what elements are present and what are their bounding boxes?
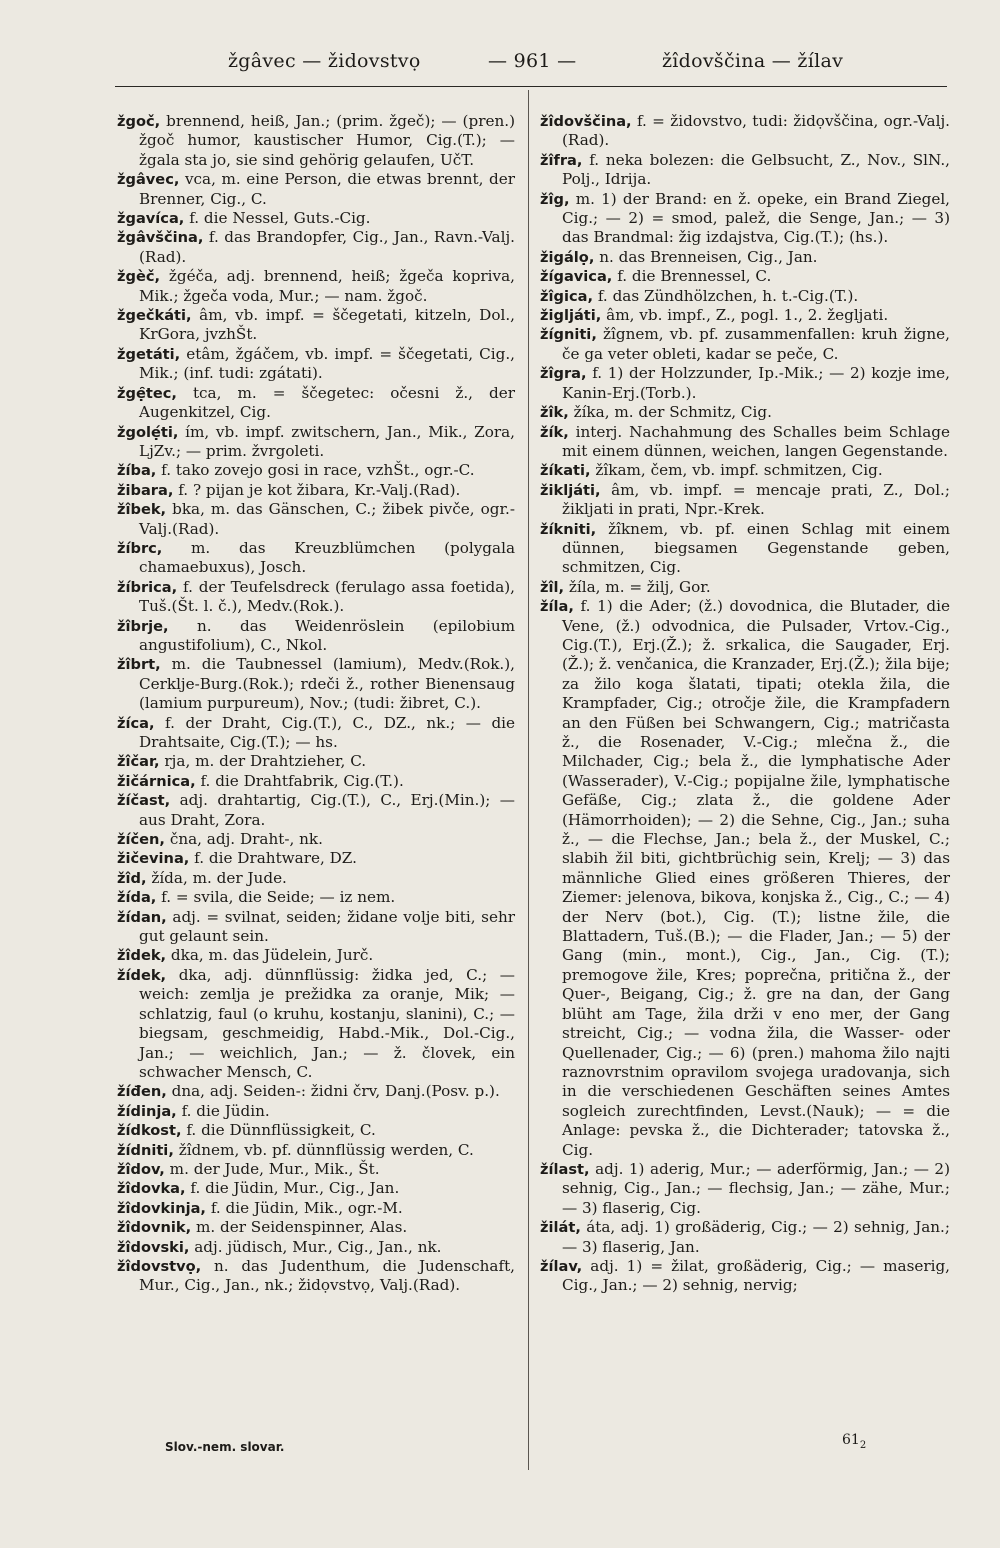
entry-headword: žíbrc, <box>117 539 163 557</box>
entry-headword: žîdov, <box>117 1160 165 1178</box>
entry-headword: žîbek, <box>117 501 167 519</box>
entry-headword: žgečkáti, <box>117 307 192 325</box>
dictionary-entry <box>117 849 515 868</box>
entry-definition: f. die Brennessel, C. <box>617 267 772 286</box>
dictionary-entry <box>117 830 515 849</box>
entry-definition: žîknem, vb. pf. einen Schlag mit einem dünnen, biegsamen Gegenstande geben, schmitzen, Cig. <box>562 519 951 577</box>
entry-definition: f. der Draht, Cig.(T.), C., DZ., nk.; — die Drahtsaite, Cig.(T.); — hs. <box>139 713 516 751</box>
entry-definition: f. das Zündhölzchen, h. t.-Cig.(T.). <box>597 286 859 305</box>
entry-definition: žîgnem, vb. pf. zusammenfallen: kruh žigne, če ga veter obleti, kadar se peče, C. <box>562 325 950 363</box>
entry-headword: žičárnica, <box>117 772 196 790</box>
entry-headword: žíkati, <box>540 462 591 480</box>
entry-definition: m. 1) der Brand: en ž. opeke, ein Brand Ziegel, Cig.; — 2) = smod, palež, die Senge, Jan.; — 3) das Brandmal: žig izdajstva, Cig.(T.); (hs.). <box>562 189 951 247</box>
entry-definition: brennend, heiß, Jan.; (prim. žgeč); — (pren.) žgoč humor, kaustischer Humor, Cig.(T.); — žgala sta jo, sie sind gehörig gelaufen, UčT. <box>139 112 515 169</box>
entry-headword: žîdovka, <box>117 1180 186 1198</box>
entry-headword: žîg, <box>540 190 570 208</box>
dictionary-entry <box>117 306 515 345</box>
entry-definition: f. die Dünnflüssigkeit, C. <box>186 1121 376 1140</box>
dictionary-entry <box>117 1160 515 1179</box>
entry-definition: žída, m. der Jude. <box>151 868 287 887</box>
dictionary-entry <box>540 112 950 151</box>
entry-definition: vca, m. eine Person, die etwas brennt, der Brenner, Cig., C. <box>139 170 515 208</box>
entry-headword: žídkost, <box>117 1122 182 1140</box>
entry-definition: m. die Taubnessel (lamium), Medv.(Rok.), Cerklje-Burg.(Rok.); rdeči ž., rother Bienensaug (lamium purpureum), Nov.; (tudi: žibret, C.). <box>139 655 515 713</box>
entry-headword: žídek, <box>117 966 167 984</box>
entry-headword: žgavíca, <box>117 210 185 228</box>
dictionary-entry <box>117 267 515 306</box>
entry-definition: žîkam, čem, vb. impf. schmitzen, Cig. <box>595 461 883 480</box>
header-rule <box>115 86 947 87</box>
dictionary-entry <box>117 1141 515 1160</box>
entry-definition: adj. jüdisch, Mur., Cig., Jan., nk. <box>194 1237 442 1256</box>
dictionary-entry <box>540 481 950 520</box>
entry-headword: žigálọ, <box>540 248 595 266</box>
entry-headword: žíba, <box>117 462 157 480</box>
dictionary-entry <box>117 946 515 965</box>
dictionary-entry <box>540 267 950 286</box>
entry-headword: žičevina, <box>117 850 190 868</box>
publisher-note: Slov.-nem. slovar. <box>165 1440 285 1454</box>
entry-headword: žîbrt, <box>117 656 161 674</box>
entry-definition: áta, adj. 1) großäderig, Cig.; — 2) sehnig, Jan.; — 3) flaserig, Jan. <box>562 1218 950 1256</box>
entry-definition: žíka, m. der Schmitz, Cig. <box>573 403 772 422</box>
entry-definition: âm, vb. impf. = mencaje prati, Z., Dol.; žikljati in prati, Npr.-Krek. <box>562 480 951 519</box>
dictionary-entry <box>540 1257 950 1296</box>
entry-headword: žikljáti, <box>540 481 601 499</box>
signature-sub: 2 <box>859 1440 867 1451</box>
dictionary-entry <box>540 364 950 403</box>
entry-headword: žíbrica, <box>117 578 178 596</box>
entry-definition: etâm, žgáčem, vb. impf. = ščegetati, Cig., Mik.; (inf. tudi: zgátati). <box>139 344 516 383</box>
entry-headword: žîčar, <box>117 753 160 771</box>
dictionary-entry <box>117 617 515 656</box>
dictionary-entry <box>117 908 515 947</box>
entry-headword: žídan, <box>117 908 167 926</box>
dictionary-entry <box>117 869 515 888</box>
entry-headword: žída, <box>117 889 157 907</box>
entry-definition: âm, vb. impf., Z., pogl. 1., 2. žegljati. <box>606 306 889 325</box>
dictionary-entry <box>117 966 515 1082</box>
entry-definition: čna, adj. Draht-, nk. <box>169 830 323 849</box>
dictionary-entry <box>117 461 515 480</box>
dictionary-entry <box>117 791 515 830</box>
entry-headword: žgẹ̑tec, <box>117 384 177 402</box>
dictionary-entry <box>117 888 515 907</box>
entry-definition: interj. Nachahmung des Schalles beim Schlage mit einem dünnen, weichen, langen Gegenstande. <box>562 422 950 460</box>
entry-headword: žîbrje, <box>117 617 169 635</box>
entry-definition: m. das Kreuzblümchen (polygala chamaebuxus), Josch. <box>139 538 515 577</box>
entry-definition: âm, vb. impf. = ščegetati, kitzeln, Dol., KrGora, jvzhŠt. <box>139 306 516 344</box>
entry-definition: f. das Brandopfer, Cig., Jan., Ravn.-Valj.(Rad). <box>139 228 516 266</box>
dictionary-entry <box>540 1160 950 1218</box>
dictionary-entry <box>117 1238 515 1257</box>
entry-definition: bka, m. das Gänschen, C.; žibek pivče, ogr.-Valj.(Rad). <box>139 500 515 538</box>
entry-definition: dna, adj. Seiden-: židni črv, Danj.(Posv. p.). <box>171 1082 500 1101</box>
entry-headword: žíkniti, <box>540 520 597 538</box>
dictionary-entry <box>540 190 950 248</box>
dictionary-entry <box>117 384 515 423</box>
entry-definition: f. die Jüdin, Mik., ogr.-M. <box>210 1198 403 1217</box>
entry-headword: žíla, <box>540 598 574 616</box>
entry-definition: adj. = svilnat, seiden; židane volje biti, sehr gut gelaunt sein. <box>139 907 515 946</box>
entry-headword: žîdovnik, <box>117 1219 192 1237</box>
running-head-right: žîdovščina — žílav <box>662 50 844 72</box>
entry-headword: žîgica, <box>540 287 593 305</box>
entry-definition: f. tako zovejo gosi in race, vzhŠt., ogr.-C. <box>161 461 475 480</box>
dictionary-entry <box>117 500 515 539</box>
dictionary-entry <box>117 1257 515 1296</box>
entry-definition: f. 1) die Ader; (ž.) dovodnica, die Blutader, die Vene, (ž.) odvodnica, die Pulsader, Vrtov.-Cig., Cig.(T.), Erj.(Ž.); ž. srkalica, die Saugader, Erj.(Ž.); ž. venčanica, die Kranzader, Erj.(Ž.); žila bije; za žilo koga šlatati, tipati; otekla žila, die Krampfader, Cig.; otročje žile, die Krampfadern an den Füßen bei Schwangern, Cig.; matričasta ž., die Rosenader, V.-Cig.; mlečna ž., die Milchader, Cig.; bela ž., die lymphatische Ader (Wasserader), V.-Cig.; popijalne žile, lymphatische Gefäße, Cig.; zlata ž., die goldene Ader (Hämorrhoiden); — 2) die Sehne, Cig., Jan.; suha ž., — die Flechse, Jan.; bela ž., der Muskel, C.; slabih žil biti, gichtbrüchig sein, Krelj; — 3) das männliche Glied eines größeren Thieres, der Ziemer: jelenova, bikova, konjska ž., Cig., C.; — 4) der Nerv (bot.), Cig. (T.); listne žile, die Blattadern, Tuš.(B.); — die Flader, Jan.; — 5) der Gang (min., mont.), Cig., Jan., Cig. (T.); premogove žile, Kres; poprečna, pritična ž., der Quer-, Beigang, Cig.; ž. gre na dan, der Gang blüht am Tage, žila drži v eno mer, der Gang streicht, Cig.; — vodna žila, die Wasser- oder Quellenader, Cig.; — 6) (pren.) mahoma žilo najti raznovrstnim opravilom svojega uradovanja, sich in die verschiedenen Geschäften seines Amtes sogleich zurechtfinden, Levst.(Nauk); — = die Anlage: pevska ž., die Dichterader; tatovska ž., Cig. <box>562 597 950 1159</box>
entry-headword: žîgra, <box>540 365 587 383</box>
entry-definition: f. die Jüdin, Mur., Cig., Jan. <box>190 1179 400 1198</box>
entry-definition: f. die Nessel, Guts.-Cig. <box>189 209 371 228</box>
entry-definition: f. ? pijan je kot žibara, Kr.-Valj.(Rad). <box>178 480 461 499</box>
entry-headword: žígavica, <box>540 268 613 286</box>
entry-definition: f. der Teufelsdreck (ferulago assa foetida), Tuš.(Št. l. č.), Medv.(Rok.). <box>139 577 516 616</box>
entry-headword: žîdek, <box>117 947 167 965</box>
dictionary-entry <box>117 655 515 713</box>
entry-definition: žgéča, adj. brennend, heiß; žgeča kopriva, Mik.; žgeča voda, Mur.; — nam. žgoč. <box>139 267 515 305</box>
dictionary-entry <box>117 1179 515 1198</box>
entry-headword: žílav, <box>540 1257 583 1275</box>
dictionary-entry <box>117 423 515 462</box>
entry-headword: žíđen, <box>117 1083 167 1101</box>
dictionary-entry <box>117 1199 515 1218</box>
dictionary-entry <box>540 520 950 578</box>
dictionary-entry <box>117 714 515 753</box>
right-column <box>540 112 950 1296</box>
dictionary-entry <box>117 1102 515 1121</box>
dictionary-entry <box>540 578 950 597</box>
page-number: — 961 — <box>488 50 577 72</box>
entry-definition: n. das Judenthum, die Judenschaft, Mur., Cig., Jan., nk.; židọvstvọ, Valj.(Rad). <box>139 1256 515 1295</box>
entry-definition: f. 1) der Holzzunder, Ip.-Mik.; — 2) kozje ime, Kanin-Erj.(Torb.). <box>562 364 950 402</box>
entry-headword: žigljáti, <box>540 307 602 325</box>
entry-headword: žgâvščina, <box>117 229 204 247</box>
dictionary-entry <box>540 461 950 480</box>
dictionary-entry <box>117 578 515 617</box>
entry-definition: m. der Seidenspinner, Alas. <box>195 1218 408 1237</box>
dictionary-entry <box>540 325 950 364</box>
entry-definition: adj. 1) = žilat, großäderig, Cig.; — maserig, Cig., Jan.; — 2) sehnig, nervig; <box>562 1256 951 1295</box>
entry-definition: rja, m. der Drahtzieher, C. <box>164 752 367 771</box>
dictionary-entry <box>117 112 515 170</box>
signature-main: 61 <box>842 1432 860 1448</box>
dictionary-entry <box>117 481 515 500</box>
dictionary-entry <box>117 772 515 791</box>
dictionary-entry <box>117 1121 515 1140</box>
entry-headword: žîl, <box>540 578 565 596</box>
dictionary-entry <box>117 170 515 209</box>
entry-headword: žîk, <box>540 404 569 422</box>
dictionary-entry <box>540 403 950 422</box>
dictionary-entry <box>540 423 950 462</box>
dictionary-entry <box>540 306 950 325</box>
dictionary-entry <box>117 209 515 228</box>
dictionary-entry <box>540 597 950 1160</box>
entry-headword: žîdovstvọ, <box>117 1257 202 1275</box>
entry-headword: žîdovščina, <box>540 113 632 130</box>
entry-headword: žîdovkinja, <box>117 1199 206 1217</box>
entry-definition: f. die Drahtfabrik, Cig.(T.). <box>200 771 404 790</box>
entry-definition: f. = židovstvo, tudi: židọvščina, ogr.-Valj.(Rad). <box>562 112 950 150</box>
entry-headword: žîfra, <box>540 151 583 169</box>
entry-definition: adj. 1) aderig, Mur.; — aderförmig, Jan.; — 2) sehnig, Cig., Jan.; — flechsig, Jan.; — zähe, Mur.; — 3) flaserig, Cig. <box>562 1159 951 1217</box>
entry-headword: žíčast, <box>117 792 171 810</box>
dictionary-entry <box>117 539 515 578</box>
entry-definition: n. das Brenneisen, Cig., Jan. <box>599 247 818 266</box>
dictionary-entry <box>540 287 950 306</box>
entry-headword: žgâvec, <box>117 171 180 189</box>
entry-headword: žgèč, <box>117 268 161 286</box>
entry-headword: žíčen, <box>117 831 165 849</box>
entry-headword: žídinja, <box>117 1102 177 1120</box>
entry-headword: žílast, <box>540 1160 590 1178</box>
entry-definition: žîdnem, vb. pf. dünnflüssig werden, C. <box>178 1140 474 1159</box>
dictionary-entry <box>540 151 950 190</box>
entry-definition: f. die Drahtware, DZ. <box>194 849 357 868</box>
entry-headword: žígniti, <box>540 326 597 344</box>
running-head-left: žgâvec — židovstvọ <box>228 50 421 72</box>
entry-definition: n. das Weidenröslein (epilobium angustifolium), C., Nkol. <box>139 616 516 654</box>
printer-signature <box>842 1432 866 1451</box>
entry-definition: ím, vb. impf. zwitschern, Jan., Mik., Zora, LjZv.; — prim. žvrgoleti. <box>139 422 515 460</box>
entry-definition: f. die Jüdin. <box>181 1101 270 1120</box>
entry-definition: dka, adj. dünnflüssig: židka jed, C.; — weich: zemlja je prežidka za oranje, Mik; — schlatzig, faul (o kruhu, kostanju, slanini), C.; — biegsam, geschmeidig, Habd.-Mik., Dol.-Cig., Jan.; — weichlich, Jan.; — ž. človek, ein schwacher Mensch, C. <box>139 965 515 1081</box>
entry-definition: f. neka bolezen: die Gelbsucht, Z., Nov., SlN., Polj., Idrija. <box>562 150 950 189</box>
entry-definition: dka, m. das Jüdelein, Jurč. <box>170 946 374 965</box>
entry-definition: tca, m. = ščegetec: očesni ž., der Augenkitzel, Cig. <box>139 383 515 422</box>
dictionary-entry <box>117 345 515 384</box>
entry-headword: žgolẹ́ti, <box>117 423 179 441</box>
dictionary-entry <box>117 1218 515 1237</box>
entry-headword: žilát, <box>540 1219 581 1237</box>
entry-definition: f. = svila, die Seide; — iz nem. <box>161 888 396 907</box>
entry-headword: žîdovski, <box>117 1238 190 1256</box>
dictionary-entry <box>117 228 515 267</box>
left-column <box>117 112 515 1296</box>
entry-headword: žgetáti, <box>117 345 181 363</box>
entry-headword: žíca, <box>117 714 155 732</box>
entry-headword: žídniti, <box>117 1141 174 1159</box>
dictionary-entry <box>117 1082 515 1101</box>
entry-headword: žibara, <box>117 481 174 499</box>
column-divider <box>528 90 529 1470</box>
entry-definition: žíla, m. = žilj, Gor. <box>568 577 711 596</box>
dictionary-entry <box>540 1218 950 1257</box>
entry-headword: žîd, <box>117 869 147 887</box>
entry-headword: žgoč, <box>117 113 161 130</box>
entry-definition: adj. drahtartig, Cig.(T.), C., Erj.(Min.); — aus Draht, Zora. <box>139 791 515 829</box>
entry-definition: m. der Jude, Mur., Mik., Št. <box>169 1159 380 1178</box>
dictionary-entry <box>540 248 950 267</box>
entry-headword: žík, <box>540 423 569 441</box>
dictionary-entry <box>117 752 515 771</box>
